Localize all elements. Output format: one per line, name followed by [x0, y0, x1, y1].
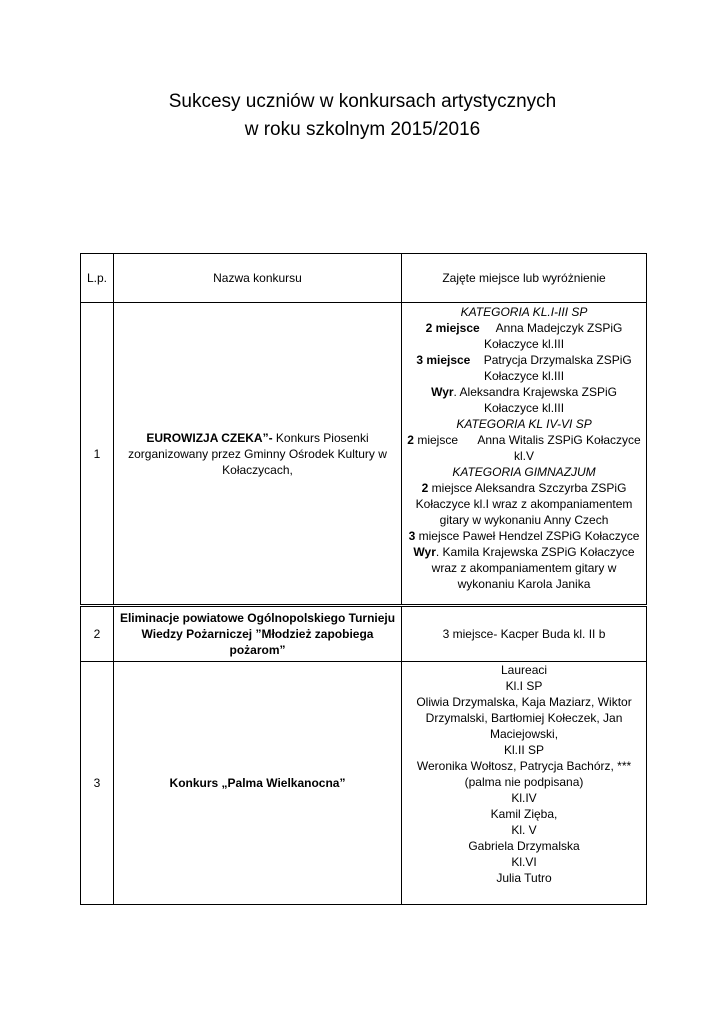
results-table — [80, 253, 647, 905]
placement-line: Kl. V — [511, 823, 537, 837]
placement-line: Laureaci — [501, 663, 548, 677]
placement-list — [402, 303, 647, 606]
placement-line: Kołaczyce kl.I wraz z akompaniamentem — [415, 497, 633, 511]
placement-line: (palma nie podpisana) — [464, 775, 584, 789]
placement-line: Kamil Zięba, — [490, 807, 558, 821]
category-label: KATEGORIA GIMNAZJUM — [452, 465, 596, 479]
row-number: 3 — [81, 662, 114, 905]
contest-name: Konkurs „Palma Wielkanocna” — [113, 662, 401, 905]
placement-rank: 3 miejsce — [416, 353, 471, 367]
placement-line — [405, 320, 643, 336]
placement-line: kl.V — [514, 449, 535, 463]
contest-name — [113, 606, 401, 662]
placement-line — [405, 432, 643, 448]
title-line-2: w roku szkolnym 2015/2016 — [244, 119, 481, 140]
table-row — [81, 303, 647, 606]
placement-text: miejsce Anna Witalis ZSPiG Kołaczyce — [413, 433, 641, 447]
placement-rank: Wyr — [431, 385, 454, 399]
placement-line — [405, 352, 643, 368]
header-place: Zajęte miejsce lub wyróżnienie — [402, 254, 647, 303]
table-header-row — [81, 254, 647, 303]
contest-name-bold: EUROWIZJA CZEKA”- — [146, 430, 273, 445]
placement-text: . Aleksandra Krajewska ZSPiG — [453, 385, 617, 399]
row-number: 2 — [81, 606, 114, 662]
placement-line — [405, 528, 643, 544]
placement-line: wraz z akompaniamentem gitary w — [431, 561, 617, 575]
placement-line: Julia Tutro — [496, 871, 552, 885]
category-label: KATEGORIA KL.I-III SP — [460, 305, 588, 319]
document-title — [0, 88, 725, 144]
contest-name-rest: Konkurs Piosenki zorganizowany przez Gminny Ośrodek Kultury w Kołaczycach, — [128, 430, 387, 477]
placement-rank: Wyr — [413, 545, 436, 559]
placement-line: wykonaniu Karola Janika — [457, 577, 591, 591]
placement-line: Gabriela Drzymalska — [468, 839, 580, 853]
contest-name — [113, 303, 401, 606]
contest-name-line: Wiedzy Pożarniczej ”Młodzież zapobiega — [141, 627, 374, 641]
placement-line: Kl.II SP — [504, 743, 545, 757]
placement-text: Anna Madejczyk ZSPiG — [479, 321, 623, 335]
placement-text: miejsce Paweł Hendzel ZSPiG Kołaczyce — [415, 529, 640, 543]
placement-rank: 3 — [408, 529, 416, 543]
table-row — [81, 606, 647, 662]
placement-line — [405, 384, 643, 400]
placement-line: Weronika Wołtosz, Patrycja Bachórz, *** — [416, 759, 632, 773]
header-lp: L.p. — [81, 254, 114, 303]
contest-name-line: pożarom” — [229, 643, 286, 657]
placement-line: Kołaczyce kl.III — [484, 337, 565, 351]
placement-line — [405, 544, 643, 560]
placement-line: Drzymalski, Bartłomiej Kołeczek, Jan — [425, 711, 623, 725]
placement-text: 3 miejsce- Kacper Buda kl. II b — [402, 606, 647, 662]
placement-list — [402, 662, 647, 905]
placement-text: Patrycja Drzymalska ZSPiG — [470, 353, 632, 367]
title-line-1: Sukcesy uczniów w konkursach artystycznych — [168, 91, 557, 112]
row-number: 1 — [81, 303, 114, 606]
contest-name-line: Eliminacje powiatowe Ogólnopolskiego Turnieju — [119, 611, 396, 625]
placement-text: miejsce Aleksandra Szczyrba ZSPiG — [428, 481, 627, 495]
table-row — [81, 662, 647, 905]
placement-line: Kl.I SP — [505, 679, 543, 693]
placement-line: Kołaczyce kl.III — [484, 369, 565, 383]
placement-line: Oliwia Drzymalska, Kaja Maziarz, Wiktor — [416, 695, 632, 709]
placement-text: . Kamila Krajewska ZSPiG Kołaczyce — [435, 545, 635, 559]
placement-line: gitary w wykonaniu Anny Czech — [439, 513, 609, 527]
placement-rank: 2 — [407, 433, 414, 447]
placement-rank: 2 miejsce — [425, 321, 480, 335]
header-name: Nazwa konkursu — [113, 254, 401, 303]
placement-line: Kl.IV — [511, 791, 537, 805]
placement-line: Kołaczyce kl.III — [484, 401, 565, 415]
placement-line: Kl.VI — [511, 855, 537, 869]
placement-rank: 2 — [421, 481, 429, 495]
category-label: KATEGORIA KL IV-VI SP — [456, 417, 592, 431]
placement-line: Maciejowski, — [490, 727, 559, 741]
placement-line — [405, 480, 643, 496]
